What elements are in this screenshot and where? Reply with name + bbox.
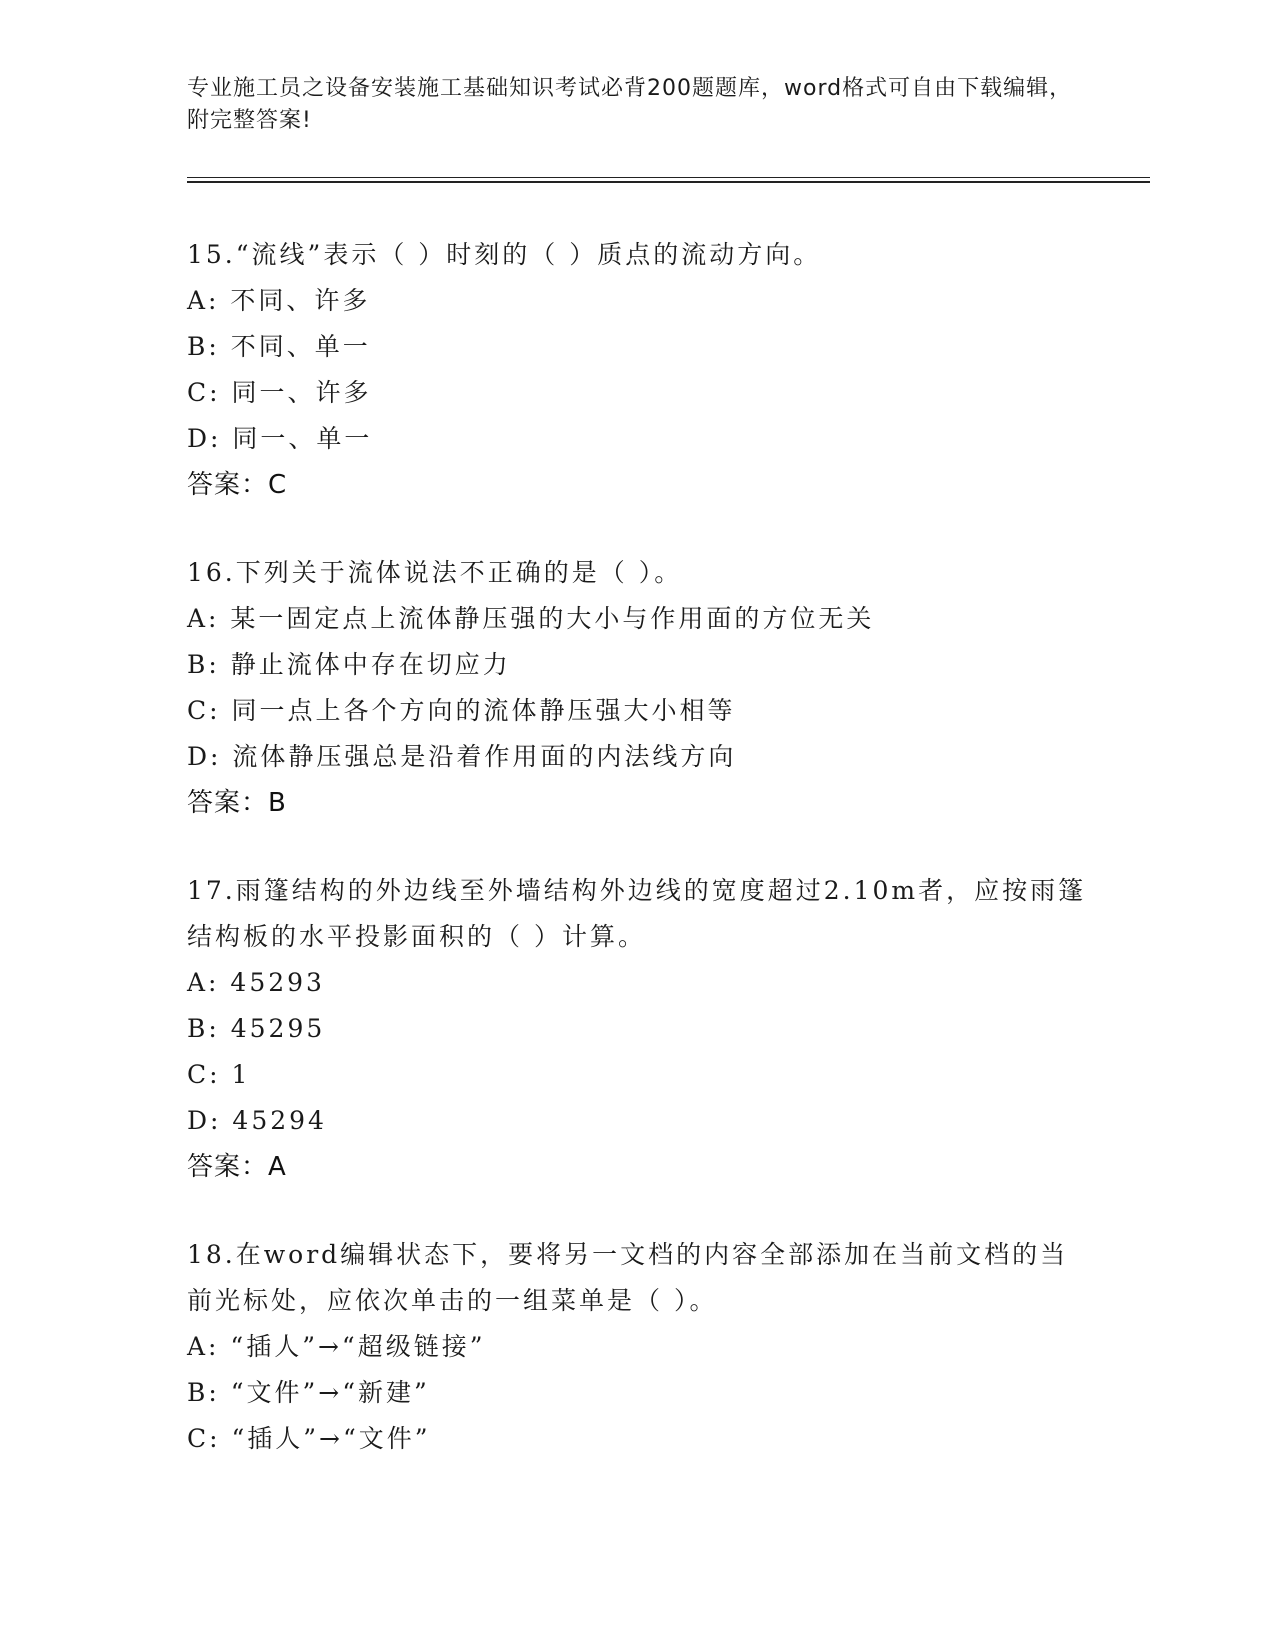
answer-text: 答案：B <box>187 788 287 818</box>
question-15 <box>187 232 1087 508</box>
option-a: A: 不同、许多 <box>187 286 371 315</box>
header-divider <box>187 177 1150 178</box>
option-d: D: 流体静压强总是沿着作用面的内法线方向 <box>187 742 737 771</box>
question-stem: 16.下列关于流体说法不正确的是（ ）。 <box>187 558 683 587</box>
option-a: A: 45293 <box>187 968 325 997</box>
option-d: D: 同一、单一 <box>187 424 373 453</box>
option-d: D: 45294 <box>187 1106 327 1135</box>
question-list <box>187 232 1087 1504</box>
header-divider-thick <box>187 181 1150 183</box>
option-b: B: 静止流体中存在切应力 <box>187 650 511 679</box>
option-c: C: “插人”→“文件” <box>187 1424 431 1453</box>
answer-text: 答案：A <box>187 1152 287 1182</box>
option-a: A: 某一固定点上流体静压强的大小与作用面的方位无关 <box>187 604 875 633</box>
question-17 <box>187 868 1087 1190</box>
option-a: A: “插人”→“超级链接” <box>187 1332 486 1361</box>
question-16 <box>187 550 1087 826</box>
option-b: B: “文件”→“新建” <box>187 1378 430 1407</box>
option-b: B: 不同、单一 <box>187 332 371 361</box>
answer-text: 答案：C <box>187 470 288 500</box>
option-c: C: 同一、许多 <box>187 378 372 407</box>
option-c: C: 1 <box>187 1060 251 1089</box>
option-c: C: 同一点上各个方向的流体静压强大小相等 <box>187 696 736 725</box>
document-header: 专业施工员之设备安装施工基础知识考试必背200题题库，word格式可自由下载编辑，附完整答案! <box>187 76 1073 133</box>
question-stem: 15.“流线”表示（ ）时刻的（ ）质点的流动方向。 <box>187 240 822 269</box>
question-stem: 18.在word编辑状态下，要将另一文档的内容全部添加在当前文档的当前光标处，应依次单击的一组菜单是（ ）。 <box>187 1240 1069 1315</box>
question-stem: 17.雨篷结构的外边线至外墙结构外边线的宽度超过2.10m者，应按雨篷结构板的水平投影面积的（ ）计算。 <box>187 876 1087 951</box>
question-18 <box>187 1232 1087 1462</box>
option-b: B: 45295 <box>187 1014 326 1043</box>
